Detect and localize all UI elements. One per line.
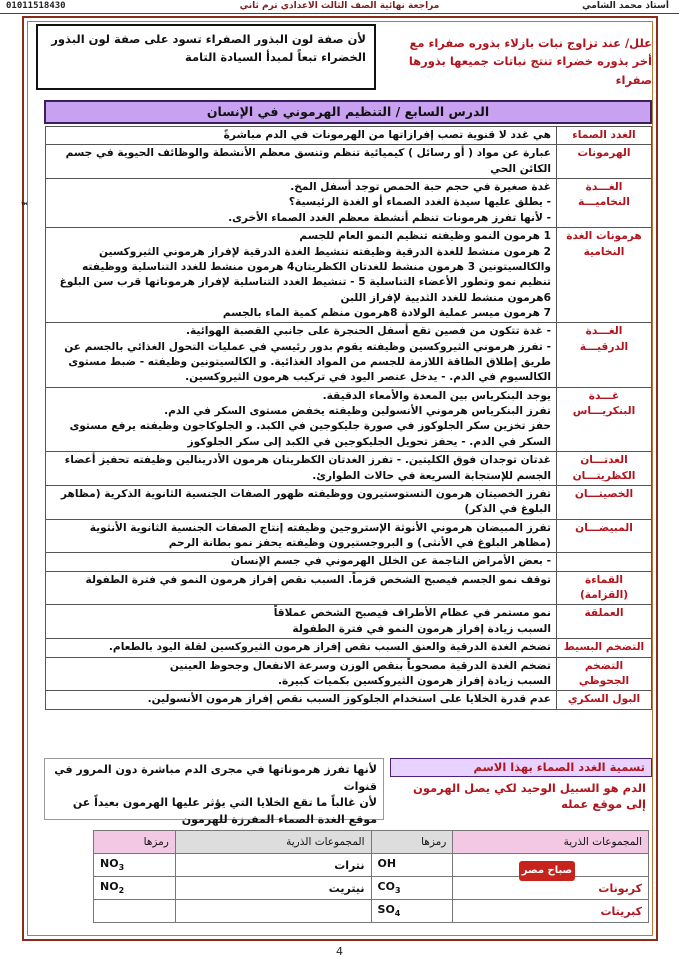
definition-line: 1 هرمون النمو وظيفته تنظيم النمو العام للجسم [299, 230, 551, 243]
definition-line: - لأنها تفرز هرمونات تنظم أنشطة معظم الغدد الصماء الأخرى. [228, 211, 551, 224]
definition-line: يوجد البنكرياس بين المعدة والأمعاء الدقيقة. [322, 389, 551, 402]
table-row [46, 452, 652, 486]
row-term [557, 228, 652, 323]
ion-symbol: $NO_3$ [94, 854, 176, 877]
row-definition [46, 485, 557, 519]
row-term [557, 571, 652, 605]
definition-line: غدة صغيرة في حجم حبة الحمص توجد أسفل المخ. [290, 181, 551, 194]
intro-section [36, 24, 658, 94]
definition-line: 2 هرمون منشط للغدة الدرقية وظيفته تنشيط الغدة الدرقية لإفراز هرموني الثيروكسين والكالسيتونين 3 هرمون منشط للغدتان الكظريتان4 هرمون منشط للغدد التناسلية ووظيفته تنظيم نمو وتطور الأعضاء التناسلية 5 - تنشيط الغدد التناسلية لإفراز هرموناتها قرب سن البلوغ 6هرمون منشط للغدد الثديية لإفراز اللبن [59, 245, 551, 304]
term-text: الغدتـــان [580, 454, 628, 467]
row-term [557, 127, 652, 145]
definition-line: السبب زيادة إفراز هرمون النمو في فترة الطفولة [292, 622, 551, 635]
definition-line: عدم قدرة الخلايا على استخدام الجلوكوز السبب نقص إفراز هرمون الأنسولين. [147, 693, 551, 706]
row-definition [46, 452, 557, 486]
bottom-answers [44, 758, 384, 826]
table-row [46, 387, 652, 451]
term-text: البول السكري [567, 693, 641, 706]
table-row [46, 691, 652, 709]
table-row [46, 127, 652, 145]
bottom-question [390, 758, 652, 820]
row-definition [46, 657, 557, 691]
table-row [46, 571, 652, 605]
term-text: غـــدة [588, 389, 620, 402]
term-text: الغدد الصماء [572, 129, 636, 141]
watermark-logo: صباح مصر [519, 861, 575, 881]
trademark-mark: ™ [20, 202, 29, 212]
term-text: النخاميـــة [578, 196, 630, 209]
table-row [46, 228, 652, 323]
row-term [557, 387, 652, 451]
row-definition [46, 127, 557, 145]
page-number: 4 [336, 945, 343, 958]
row-definition [46, 145, 557, 179]
term-text: القماءة (القزامة) [579, 573, 629, 602]
ion-name [175, 900, 371, 923]
ion-name: كربونات [453, 877, 649, 900]
table-row [46, 553, 652, 571]
ion-symbol: OH [371, 854, 453, 877]
ion-symbol: $CO_3$ [371, 877, 453, 900]
table-row [46, 145, 652, 179]
row-term [557, 452, 652, 486]
term-text: البنكريـــاس [572, 405, 636, 418]
row-term [557, 605, 652, 639]
row-definition [46, 228, 557, 323]
definition-line: تفرز الخصيتان هرمون التستوستيرون ووظيفته ظهور الصفات الجنسية الثانوية الذكرية (مظاهر البلوغ في الذكر) [60, 487, 551, 516]
col-header-symbol: رمزها [371, 831, 453, 854]
hormones-table [45, 126, 652, 710]
table-row [46, 323, 652, 387]
definition-line: السبب زيادة إفراز هرمون الثيروكسين بكميات كبيرة. [278, 674, 551, 687]
definition-line: - يطلق عليها سيدة الغدد الصماء أو الغدة الرئيسية؟ [288, 196, 551, 209]
term-text: الخصيتـــان [574, 487, 634, 500]
intro-question: علل/ عند تزاوج نبات بازلاء بذوره صفراء مع أخر بذوره خضراء تنتج نباتات جميعها بذورها صفراء [408, 36, 652, 87]
term-text: المبيضـــان [575, 521, 633, 534]
row-definition [46, 179, 557, 228]
row-definition [46, 387, 557, 451]
definition-line: حفز تخزين سكر الجلوكوز في صورة جليكوجين في الكبد. و الجلوكاجون وظيفته يرفع مستوى السكر في الدم. - يحفز تحويل الجليكوجين في الكبد إلى سكر الجلوكوز [69, 420, 551, 448]
row-definition [46, 571, 557, 605]
intro-answer: لأن صفة لون البذور الصفراء تسود على صفة لون البذور الخضراء تبعاً لمبدأ السيادة التامة [36, 24, 376, 90]
col-header-groups: المجموعات الذرية [175, 831, 371, 854]
row-term [557, 145, 652, 179]
row-definition [46, 605, 557, 639]
review-title: مراجعة نهائية الصف الثالث الاعدادي ترم ثاني [239, 1, 440, 11]
definition-line: تضخم الغدة الدرقية مصحوباً بنقص الوزن وسرعة الانفعال وجحوظ العينين [169, 659, 551, 672]
bottom-answer-line: لأن غالباً ما تقع الخلايا التي يؤثر عليها الهرمون بعيداً عن موقع الغدة الصماء المفرزة للهرمون [72, 796, 377, 826]
definition-line: توقف نمو الجسم فيصبح الشخص قزماً. السبب نقص إفراز هرمون النمو في فترة الطفولة [85, 573, 551, 586]
lesson-title: الدرس السابع / التنظيم الهرموني في الإنسان [44, 100, 652, 124]
page-header [0, 0, 679, 14]
term-text: التضخم البسيط [563, 641, 645, 654]
definition-line: تفرز البنكرياس هرموني الأنسولين وظيفته يخفض مستوى السكر في الدم. [164, 405, 551, 418]
ion-name: كبريتات [453, 900, 649, 923]
term-text: الدرقيـــة [579, 340, 629, 353]
bottom-question-text: الدم هو السبيل الوحيد لكي يصل الهرمون إلى موقع عمله [413, 780, 646, 812]
definition-line: نمو مستمر في عظام الأطراف فيصبح الشخص عملاقاً [273, 607, 551, 620]
table-row [46, 639, 652, 657]
term-text: التضخم الجحوظي [578, 659, 630, 687]
ion-symbol [94, 900, 176, 923]
col-header-groups: المجموعات الذرية [453, 831, 649, 854]
definition-line: غدتان توجدان فوق الكليتين. - تفرز الغدتان الكظريتان هرمون الأدرينالين وظيفته تحفيز أعضاء الجسم للإستجابة السريعة في حالات الطوارئ. [64, 454, 551, 482]
ion-name: نترات [175, 854, 371, 877]
term-text: الغـــدة [585, 325, 623, 338]
bottom-question-header: تسمية الغدد الصماء بهذا الاسم [390, 758, 652, 777]
row-term [557, 553, 652, 571]
definition-line: هي غدد لا قنوية تصب إفرازاتها من الهرمونات في الدم مباشرةً [223, 129, 551, 141]
definition-line: عبارة عن مواد ( أو رسائل ) كيميائية تنظم وتنسق معظم الأنشطة والوظائف الحيوية في جسم الكائن الحي [65, 147, 551, 175]
row-definition [46, 691, 557, 709]
definition-line: تضخم الغدة الدرقية والعنق السبب نقص إفراز هرمون الثيروكسين لقلة اليود بالطعام. [108, 641, 551, 654]
table-row [46, 605, 652, 639]
row-term [557, 639, 652, 657]
row-term [557, 323, 652, 387]
term-text: العملقة [584, 607, 624, 620]
table-row [46, 657, 652, 691]
row-term [557, 485, 652, 519]
row-term [557, 519, 652, 553]
row-term [557, 657, 652, 691]
table-row [46, 179, 652, 228]
ion-name: نيتريت [175, 877, 371, 900]
term-text: هرمونات الغدة [566, 230, 642, 243]
definition-line: - تفرز هرموني الثيروكسين وظيفته يقوم بدور رئيسي في عمليات التحول الغذائي بالجسم عن طريق إطلاق الطاقة اللازمة للجسم من المواد الغذائية. و الكالسيتونين وظيفته - ضبط مستوى الكالسيوم في الدم. - يدخل عنصر اليود في تركيب هرمون الثيروكسين. [64, 340, 551, 384]
phone-number: 01011518430 [6, 1, 66, 11]
term-text: النخامية [583, 245, 625, 258]
col-header-symbol: رمزها [94, 831, 176, 854]
term-text: الكظريتـــان [572, 469, 636, 482]
teacher-name: أستاذ محمد الشامي [582, 1, 669, 11]
row-definition [46, 519, 557, 553]
row-definition [46, 639, 557, 657]
definition-line: 7 هرمون ميسر عملية الولادة 8هرمون منظم كمية الماء بالجسم [222, 306, 551, 319]
row-definition [46, 323, 557, 387]
ion-symbol: $SO_4$ [371, 900, 453, 923]
definition-line: - بعض الأمراض الناجمة عن الخلل الهرموني في جسم الإنسان [230, 555, 551, 568]
ion-symbol: $NO_2$ [94, 877, 176, 900]
row-definition [46, 553, 557, 571]
table-row [46, 519, 652, 553]
row-term [557, 179, 652, 228]
definition-line: - غدة تتكون من فصين تقع أسفل الحنجرة على جانبي القصبة الهوائية. [185, 325, 551, 338]
definition-line: تفرز المبيضان هرموني الأنوثة الإستروجين وظيفته إنتاج الصفات الجنسية الثانوية الأنثوية (مظاهر البلوغ في الأنثى) و البروجستيرون وظيفته يحفز نمو بطانة الرحم [89, 521, 551, 549]
table-row [46, 485, 652, 519]
term-text: الهرمونات [577, 147, 631, 160]
row-term [557, 691, 652, 709]
bottom-answer-line: لأنها تفرز هرموناتها في مجرى الدم مباشرة دون المرور في قنوات [54, 763, 377, 793]
term-text: الغـــدة [585, 181, 623, 194]
bottom-section [44, 758, 652, 826]
